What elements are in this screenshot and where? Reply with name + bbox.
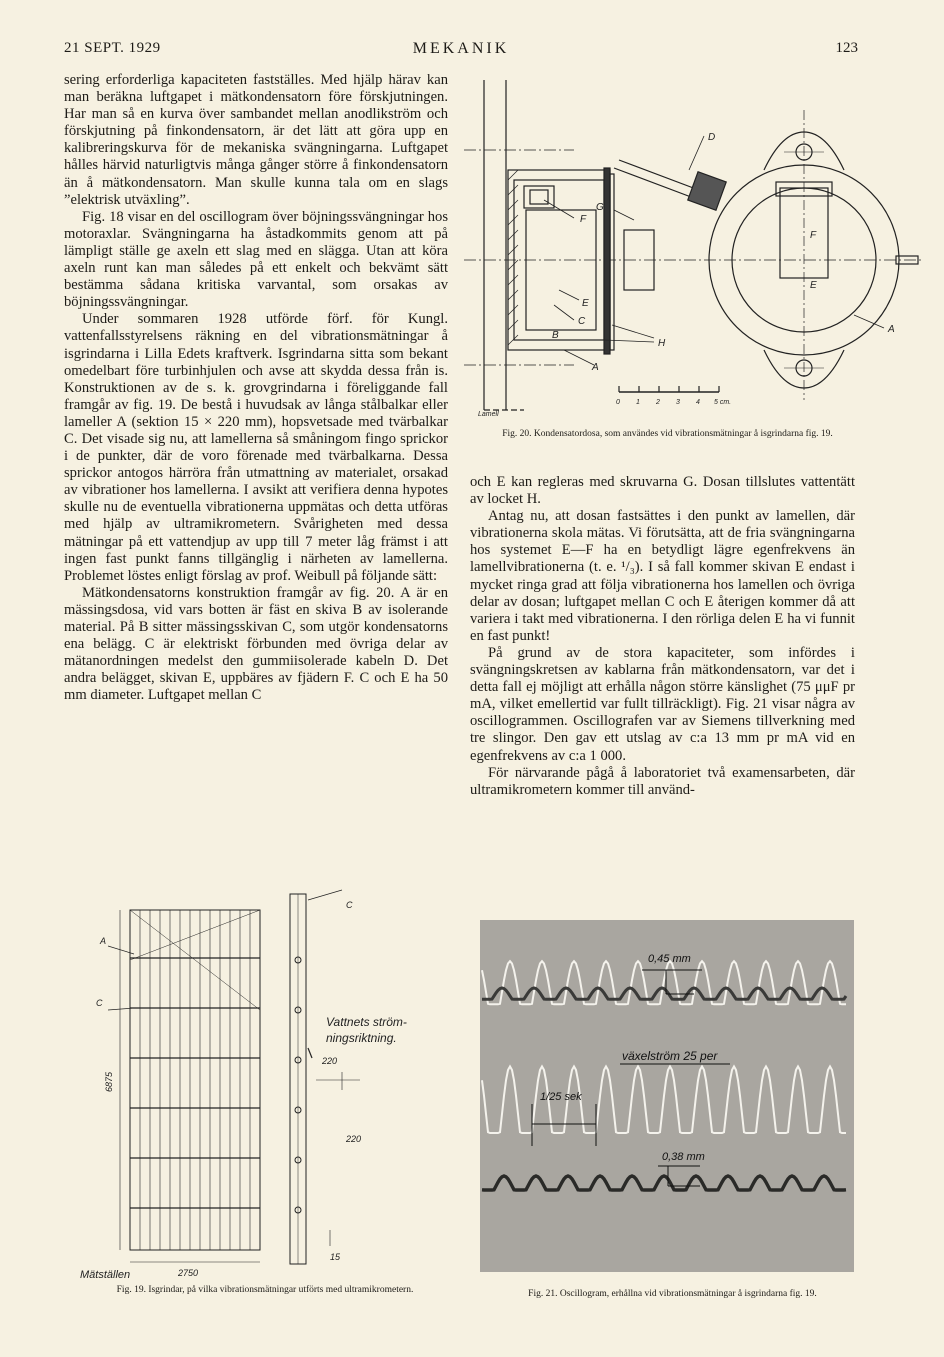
- flow-direction-line2: ningsriktning.: [326, 1031, 397, 1045]
- page-number: 123: [835, 40, 858, 56]
- label-a: A: [592, 362, 599, 373]
- label-f: F: [580, 214, 587, 225]
- paragraph: Under sommaren 1928 utförde förf. för Kungl. vattenfallsstyrelsens räkning en del vibrationsmätningar å isgrindarna i Lilla Edets kraftverk. Isgrindarna sitta som bekant omedelbart före turbinhjulen och avse att skydda dessa från is. Konstruktionen av de s. k. grovgrindarna i föreliggande fall framgår av fig. 19. De bestå i huvudsak av långa stålbalkar eller lameller A (sektion 15 × 220 mm), hopsvetsade med tvärbalkar C. Det visade sig nu, att lamellerna så småningom fingo sprickor i de punkter, där de voro förenade med tvärbalkarna. Dessa sprickor antogos härröra från utmattning av materialet, orsakad av vibrationer hos lamellerna. I avsikt att verifiera denna hypotes skulle nu de eventuella vibrationerna uppmätas och detta utföras med hjälp av ultramikrometern. Svårigheten med dessa mätningar på ett vattendjup av upp till 7 meter låg främst i att ingen fast punkt fanns tillgänglig i närheten av lamellerna. Problemet löstes enligt förslag av prof. Weibull på följande sätt:: [64, 311, 448, 584]
- paragraph: Fig. 18 visar en del oscillogram över böjningssvängningar hos motoraxlar. Svängningarna ha åstadkommits genom att på lämpligt ställe ge axeln ett slag med en slägga. Utan att köra axeln runt kan man således på ett enkelt och bekvämt sätt bestämma sådana kritiska varvantal, som orsakas av böjningssvängningar.: [64, 208, 448, 311]
- scale-tick: 5 cm.: [714, 399, 732, 406]
- amplitude-label-2: 0,38 mm: [662, 1151, 705, 1163]
- figure-19-caption: Fig. 19. Isgrindar, på vilka vibrationsmätningar utförts med ultramikrometern.: [116, 1285, 414, 1295]
- figure-19-drawing: [80, 880, 460, 1282]
- label-e-right: E: [810, 280, 817, 291]
- paragraph: sering erforderliga kapaciteten fastställes. Med hjälp härav kan man beräkna luftgapet i mätkondensatorn före förskjutningen. Har man så en kurva över sambandet mellan anodlikström och förskjutning på finkondensatorn, är det lätt att göra upp en kalibreringskurva för de mekaniska svängningarna. Luftgapet hålles härvid naturligtvis många gånger större å finkondensatorn än å mätkondensatorn. Man skulle kunna tala om en slags ”elektrisk utväxling”.: [64, 72, 448, 208]
- width-dimension: 2750: [178, 1268, 199, 1278]
- figure-21-caption: Fig. 21. Oscillogram, erhållna vid vibrationsmätningar å isgrindarna fig. 19.: [528, 1289, 817, 1299]
- dim-220: 220: [322, 1056, 338, 1066]
- figure-21-oscillogram: [470, 914, 856, 1276]
- height-dimension: 6875: [104, 1071, 114, 1092]
- label-c: C: [96, 998, 103, 1008]
- scale-tick: 1: [636, 399, 640, 406]
- figure-20-drawing: [464, 70, 924, 424]
- left-column-text: [64, 72, 448, 704]
- page-header: [64, 40, 858, 64]
- signature: Mätställen: [80, 1269, 131, 1281]
- label-c: C: [578, 316, 586, 327]
- label-f-right: F: [810, 230, 817, 241]
- paragraph: På grund av de stora kapaciteter, som infördes i svängningskretsen av kablarna från mätkondensatorn, var det i detta fall ej möjligt att erhålla någon större känslighet (75 μμF pr mA, vilket emellertid var fullt tillräckligt). Fig. 21 visar några av oscillogrammen. Oscillografen var av Siemens tillverkning med tre slingor. Den gav ett utslag av c:a 13 mm pr mA vid en egenfrekvens av c:a 1 000.: [470, 644, 855, 764]
- period-label: 1/25 sek: [540, 1091, 582, 1103]
- label-e: E: [582, 298, 589, 309]
- scale-tick: 2: [656, 399, 660, 406]
- header-title: MEKANIK: [412, 40, 510, 57]
- header-date: 21 SEPT. 1929: [64, 40, 161, 56]
- label-d: D: [708, 132, 716, 143]
- scale-tick: 0: [616, 399, 620, 406]
- amplitude-label-1: 0,45 mm: [648, 953, 691, 965]
- flow-direction-line1: Vattnets ström-: [326, 1015, 407, 1029]
- paragraph: Mätkondensatorns konstruktion framgår av fig. 20. A är en mässingsdosa, vid vars botten är fäst en skiva B av isolerande material. På B sitter mässingsskivan C, som utgör kondensatorns ena belägg. C är elektriskt förbunden med övriga delar av mätanordningen medelst den gummiisolerade kabeln D. Det andra belägget, skivan E, uppbäres av fjädern F. C och E ha 50 mm diameter. Luftgapet mellan C: [64, 584, 448, 704]
- paragraph: och E kan regleras med skruvarna G. Dosan tillslutes vattentätt av locket H.: [470, 474, 855, 508]
- paragraph: Antag nu, att dosan fastsättes i den punkt av lamellen, där vibrationerna skola mätas. Vi förutsätta, att de fria svängningarna hos systemet E—F ha en betydligt lägre egenfrekvens än lamellvibrationerna (t. e. ¹/₃). I så fall kommer skivan E endast i mycket ringa grad att följa vibrationerna hos lamellen och övriga delar av dosan; luftgapet mellan C och E återigen kommer då att variera i takt med vibrationerna. I den rörliga delen E ha vi funnit en fast punkt!: [470, 508, 855, 644]
- label-a: A: [100, 936, 107, 946]
- label-c-side: C: [346, 900, 353, 910]
- label-g: G: [596, 202, 604, 213]
- ac-label: växelström 25 per: [622, 1049, 718, 1063]
- paragraph: För närvarande pågå å laboratoriet två examensarbeten, där ultramikrometern kommer till använd-: [470, 764, 855, 798]
- label-h: H: [658, 338, 666, 349]
- figure-20-caption: Fig. 20. Kondensatordosa, som användes vid vibrationsmätningar å isgrindarna fig. 19.: [502, 429, 833, 439]
- label-a-right: A: [888, 324, 895, 335]
- dim-220-b: 220: [346, 1134, 362, 1144]
- signature: Lamell: [478, 411, 499, 418]
- right-column-text: [470, 474, 855, 799]
- scale-tick: 3: [676, 399, 680, 406]
- label-b: B: [552, 330, 559, 341]
- scale-tick: 4: [696, 399, 700, 406]
- dim-15: 15: [330, 1252, 341, 1262]
